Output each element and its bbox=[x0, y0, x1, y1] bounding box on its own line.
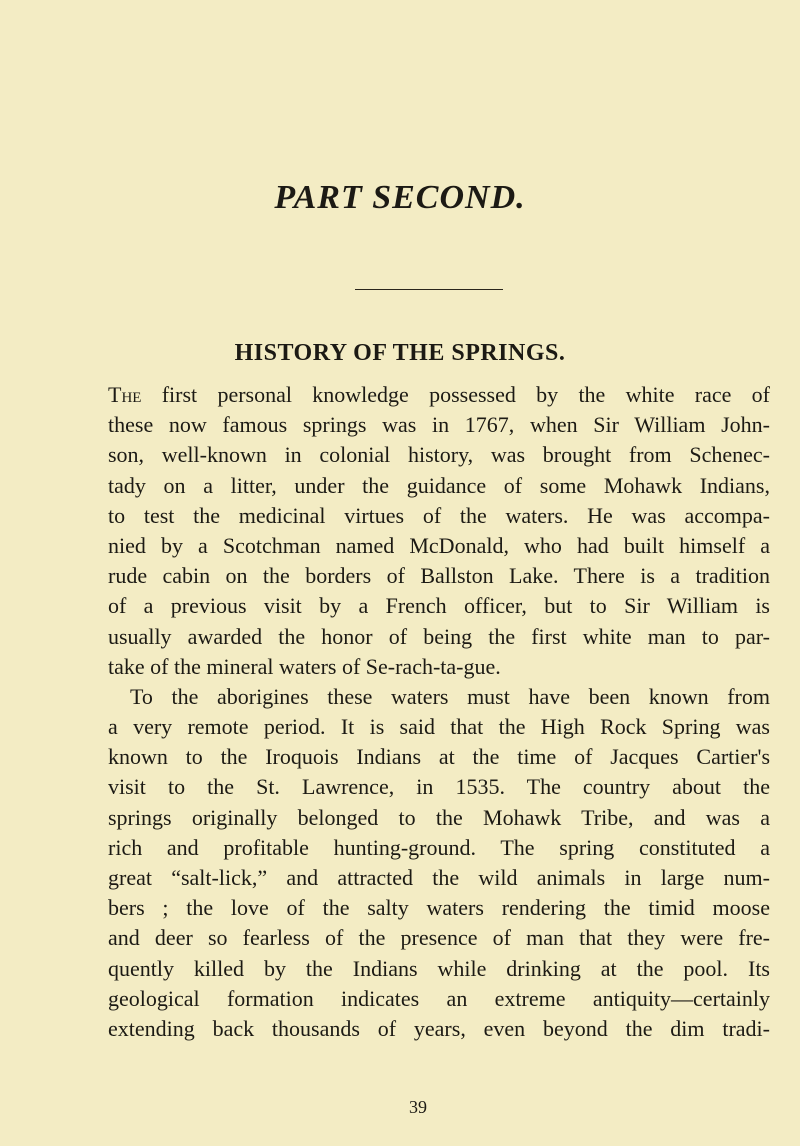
text-line: and deer so fearless of the presence of man that they were fre- bbox=[108, 925, 770, 951]
text-line: of a previous visit by a French officer, but to Sir William is bbox=[108, 593, 770, 619]
lead-word: The bbox=[108, 382, 142, 407]
title-divider-rule bbox=[355, 289, 503, 290]
page-number: 39 bbox=[409, 1097, 427, 1117]
text-line: quently killed by the Indians while drinking at the pool. Its bbox=[108, 955, 770, 981]
text-line: rich and profitable hunting-ground. The spring constituted a bbox=[108, 834, 770, 860]
text-line: rude cabin on the borders of Ballston Lake. There is a tradition bbox=[108, 563, 770, 589]
text-line: visit to the St. Lawrence, in 1535. The country about the bbox=[108, 774, 770, 800]
text-line: to test the medicinal virtues of the waters. He was accompa- bbox=[108, 502, 770, 528]
text-line: To the aborigines these waters must have been known from bbox=[130, 683, 770, 709]
body-text bbox=[108, 380, 770, 1044]
text-line: tady on a litter, under the guidance of some Mohawk Indians, bbox=[108, 472, 770, 498]
text-line bbox=[108, 380, 770, 410]
part-title: PART SECOND. bbox=[274, 179, 526, 216]
text-line: nied by a Scotchman named McDonald, who had built himself a bbox=[108, 532, 770, 558]
text-line: known to the Iroquois Indians at the time of Jacques Cartier's bbox=[108, 744, 770, 770]
text-line: springs originally belonged to the Mohawk Tribe, and was a bbox=[108, 804, 770, 830]
text-line: son, well-known in colonial history, was brought from Schenec- bbox=[108, 442, 770, 468]
section-title: HISTORY OF THE SPRINGS. bbox=[234, 340, 566, 366]
text-line-content: first personal knowledge possessed by the white race of bbox=[161, 382, 770, 407]
text-line: these now famous springs was in 1767, when Sir William John- bbox=[108, 412, 770, 438]
text-line: usually awarded the honor of being the first white man to par- bbox=[108, 623, 770, 649]
text-line: great “salt-lick,” and attracted the wild animals in large num- bbox=[108, 865, 770, 890]
text-line: a very remote period. It is said that the High Rock Spring was bbox=[108, 714, 770, 740]
text-line: geological formation indicates an extreme antiquity—certainly bbox=[108, 985, 770, 1011]
text-line: take of the mineral waters of Se-rach-ta-gue. bbox=[108, 653, 501, 679]
text-line: extending back thousands of years, even beyond the dim tradi- bbox=[108, 1015, 770, 1041]
text-line: bers ; the love of the salty waters rendering the timid moose bbox=[108, 895, 770, 921]
